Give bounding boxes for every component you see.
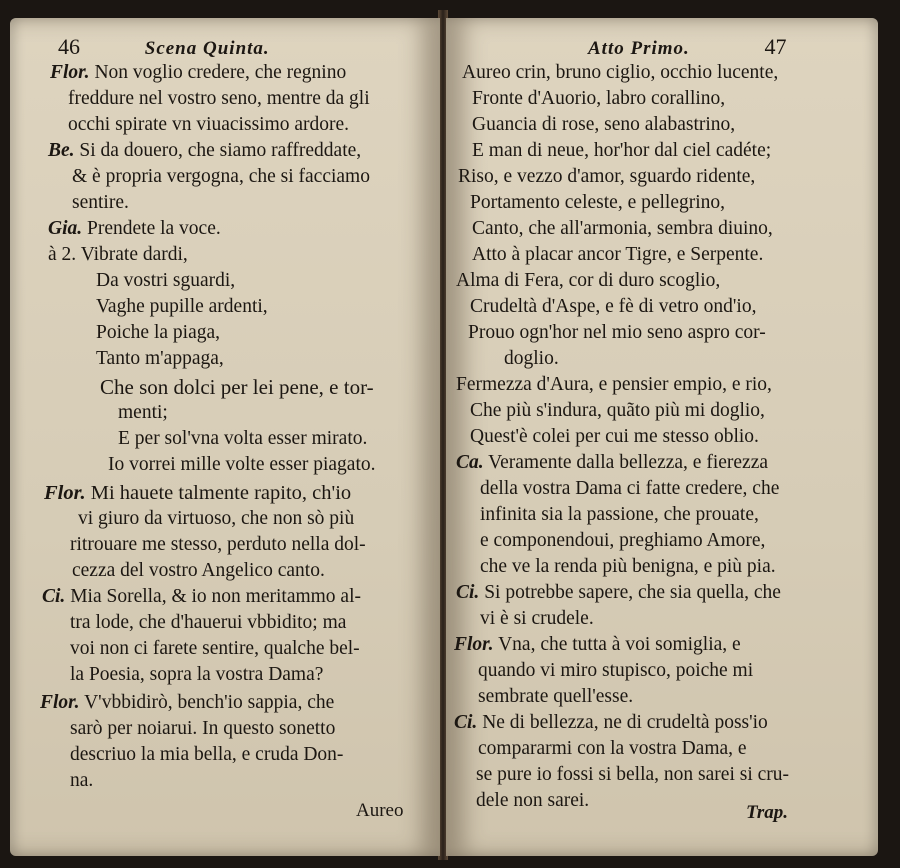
text-line: cezza del vostro Angelico canto. [72, 560, 325, 581]
text-line: Gia. Prendete la voce. [48, 218, 221, 239]
text-line: Riso, e vezzo d'amor, sguardo ridente, [458, 166, 756, 187]
text-line: menti; [118, 402, 168, 423]
page-number: 46 [58, 34, 80, 59]
text-line: vi è si crudele. [480, 608, 594, 629]
text-line: e componendoui, preghiamo Amore, [480, 530, 766, 551]
text-line: & è propria vergogna, che si facciamo [72, 166, 370, 187]
text-line: E man di neue, hor'hor dal ciel cadéte; [472, 140, 772, 161]
text-line: la Poesia, sopra la vostra Dama? [70, 664, 324, 685]
text-line: compararmi con la vostra Dama, e [478, 738, 747, 759]
text-line: Io vorrei mille volte esser piagato. [108, 454, 376, 475]
text-line: se pure io fossi si bella, non sarei si cru- [476, 764, 790, 785]
text-line: Portamento celeste, e pellegrino, [470, 192, 726, 213]
running-head: Atto Primo. [588, 38, 690, 59]
text-line: quando vi miro stupisco, poiche mi [478, 660, 754, 681]
text-line: occhi spirate vn viuacissimo ardore. [68, 114, 350, 135]
text-line: Da vostri sguardi, [96, 270, 236, 291]
text-line: Tanto m'appaga, [96, 348, 224, 369]
text-line: Atto à placar ancor Tigre, e Serpente. [472, 244, 764, 265]
text-line: Fronte d'Auorio, labro corallino, [472, 88, 726, 109]
text-line: Crudeltà d'Aspe, e fè di vetro ond'io, [470, 296, 757, 317]
text-line: Aureo crin, bruno ciglio, occhio lucente, [462, 62, 779, 83]
text-line: Alma di Fera, cor di duro scoglio, [456, 270, 721, 291]
page-header [58, 34, 270, 60]
text-line: Flor. Non voglio credere, che regnino [50, 62, 347, 83]
text-line: vi giuro da virtuoso, che non sò più [78, 508, 355, 529]
text-line: ritrouare me stesso, perduto nella dol- [70, 534, 366, 555]
text-line: Ci. Si potrebbe sapere, che sia quella, che [456, 582, 781, 603]
text-line: Vaghe pupille ardenti, [96, 296, 268, 317]
text-line: Ci. Mia Sorella, & io non meritammo al- [42, 586, 362, 607]
text-line: Che più s'indura, quãto più mi doglio, [470, 400, 765, 421]
text-line: Ci. Ne di bellezza, ne di crudeltà poss'io [454, 712, 768, 733]
text-line: Flor. V'vbbidirò, bench'io sappia, che [40, 692, 335, 713]
text-line: freddure nel vostro seno, mentre da gli [68, 88, 370, 109]
text-line: Flor. Vna, che tutta à voi somiglia, e [454, 634, 741, 655]
text-line: tra lode, che d'hauerui vbbidito; ma [70, 612, 347, 633]
text-line: infinita sia la passione, che prouate, [480, 504, 759, 525]
left-page [10, 18, 440, 856]
text-line: Guancia di rose, seno alabastrino, [472, 114, 736, 135]
text-line: che ve la renda più benigna, e più pia. [480, 556, 776, 577]
right-page [446, 18, 878, 856]
text-line: Be. Si da douero, che siamo raffreddate, [48, 140, 362, 161]
text-line: Flor. Mi hauete talmente rapito, ch'io [44, 482, 352, 504]
text-line: sarò per noiarui. In questo sonetto [70, 718, 336, 739]
text-line: Prouo ogn'hor nel mio seno aspro cor- [468, 322, 766, 343]
text-line: dele non sarei. [476, 790, 590, 811]
text-line: Poiche la piaga, [96, 322, 220, 343]
text-line: voi non ci farete sentire, qualche bel- [70, 638, 360, 659]
running-head: Scena Quinta. [144, 38, 270, 59]
text-line: Ca. Veramente dalla bellezza, e fierezza [456, 452, 769, 473]
text-line: Quest'è colei per cui me stesso oblio. [470, 426, 759, 447]
text-line: sembrate quell'esse. [478, 686, 634, 707]
page-number: 47 [764, 34, 787, 59]
text-line: Fermezza d'Aura, e pensier empio, e rio, [456, 374, 772, 395]
text-line: sentire. [72, 192, 129, 213]
text-line: na. [70, 770, 94, 791]
catchword: Trap. [746, 802, 789, 823]
text-line: E per sol'vna volta esser mirato. [118, 428, 368, 449]
text-line: Che son dolci per lei pene, e tor- [100, 375, 374, 399]
text-line: doglio. [504, 348, 559, 369]
catchword: Aureo [356, 800, 404, 821]
text-line: descriuo la mia bella, e cruda Don- [70, 744, 344, 765]
text-line: della vostra Dama ci fatte credere, che [480, 478, 780, 499]
text-line: Canto, che all'armonia, sembra diuino, [472, 218, 773, 239]
text-line: à 2. Vibrate dardi, [48, 244, 188, 265]
page-header [588, 34, 787, 60]
